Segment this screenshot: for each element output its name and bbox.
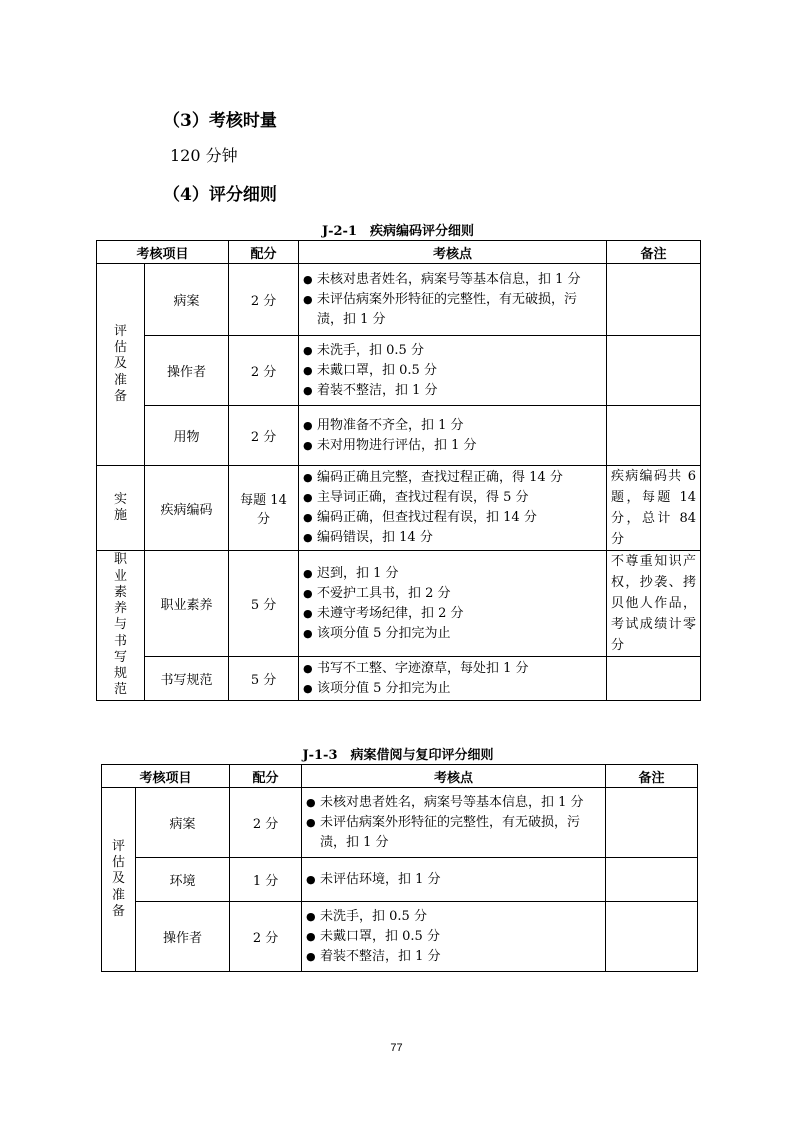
- row-score: 2 分: [229, 406, 299, 466]
- row-note: [606, 858, 698, 902]
- row-subitem: 病案: [145, 264, 229, 336]
- list-item: ● 书写不工整、字迹潦草，每处扣 1 分: [303, 659, 602, 679]
- row-points: [299, 336, 607, 406]
- row-points: [299, 466, 607, 551]
- row-points: [299, 551, 607, 657]
- row-score: 2 分: [230, 788, 302, 858]
- list-item: ● 编码正确且完整，查找过程正确，得 14 分: [303, 468, 602, 488]
- row-subitem: 操作者: [145, 336, 229, 406]
- list-item: ● 未评估病案外形特征的完整性，有无破损，污渍，扣 1 分: [303, 290, 602, 330]
- row-score: 2 分: [229, 264, 299, 336]
- row-subitem: 环境: [136, 858, 230, 902]
- list-item: ● 未遵守考场纪律，扣 2 分: [303, 604, 602, 624]
- table-row: [97, 466, 701, 551]
- group-label-prep: 评估及准备: [102, 788, 136, 972]
- table-row: [97, 657, 701, 701]
- table-row: [97, 406, 701, 466]
- group-label-impl: 实施: [97, 466, 145, 551]
- row-score: 2 分: [229, 336, 299, 406]
- list-item: ● 未核对患者姓名，病案号等基本信息，扣 1 分: [303, 270, 602, 290]
- row-subitem: 用物: [145, 406, 229, 466]
- row-points: [299, 657, 607, 701]
- table-row: [97, 551, 701, 657]
- header-item: 考核项目: [102, 765, 230, 788]
- row-points: [299, 264, 607, 336]
- list-item: ● 主导词正确，查找过程有误，得 5 分: [303, 488, 602, 508]
- header-score: 配分: [230, 765, 302, 788]
- list-item: ● 着装不整洁，扣 1 分: [306, 947, 601, 967]
- row-score: 1 分: [230, 858, 302, 902]
- row-note: 不尊重知识产权，抄袭、拷贝他人作品，考试成绩计零分: [607, 551, 701, 657]
- exam-duration-text: 120 分钟: [170, 146, 238, 165]
- row-points: [299, 406, 607, 466]
- list-item: ● 该项分值 5 分扣完为止: [303, 624, 602, 644]
- group-label-prep: 评估及准备: [97, 264, 145, 466]
- table2-caption: J-1-3 病案借阅与复印评分细则: [302, 748, 494, 763]
- list-item: ● 未洗手，扣 0.5 分: [306, 907, 601, 927]
- header-points: 考核点: [302, 765, 606, 788]
- row-note: 疾病编码共 6 题，每题 14 分，总计 84 分: [607, 466, 701, 551]
- section4-heading: （4）评分细则: [163, 185, 277, 205]
- table-row: [102, 902, 698, 972]
- page-number: 77: [390, 1042, 403, 1054]
- table-header-row: [102, 765, 698, 788]
- list-item: ● 编码错误，扣 14 分: [303, 528, 602, 548]
- list-item: ● 该项分值 5 分扣完为止: [303, 679, 602, 699]
- table-row: [97, 264, 701, 336]
- row-subitem: 书写规范: [145, 657, 229, 701]
- row-subitem: 职业素养: [145, 551, 229, 657]
- scoring-table-2: [101, 764, 698, 972]
- row-subitem: 疾病编码: [145, 466, 229, 551]
- row-note: [607, 406, 701, 466]
- row-subitem: 操作者: [136, 902, 230, 972]
- table-row: [97, 336, 701, 406]
- row-note: [607, 657, 701, 701]
- table-row: [102, 858, 698, 902]
- table1-caption: J-2-1 疾病编码评分细则: [321, 224, 475, 239]
- row-score: 5 分: [229, 657, 299, 701]
- group-label-prof: 职业素养与书写规范: [97, 551, 145, 701]
- header-note: 备注: [607, 241, 701, 264]
- row-score: 每题 14 分: [229, 466, 299, 551]
- row-note: [607, 336, 701, 406]
- list-item: ● 未评估环境，扣 1 分: [306, 870, 601, 890]
- table-row: [102, 788, 698, 858]
- header-note: 备注: [606, 765, 698, 788]
- list-item: ● 未戴口罩，扣 0.5 分: [303, 361, 602, 381]
- row-score: 5 分: [229, 551, 299, 657]
- header-item: 考核项目: [97, 241, 229, 264]
- list-item: ● 编码正确，但查找过程有误，扣 14 分: [303, 508, 602, 528]
- list-item: ● 未戴口罩，扣 0.5 分: [306, 927, 601, 947]
- scoring-table-1: [96, 240, 701, 701]
- row-note: [606, 902, 698, 972]
- list-item: ● 不爱护工具书，扣 2 分: [303, 584, 602, 604]
- list-item: ● 未洗手，扣 0.5 分: [303, 341, 602, 361]
- row-score: 2 分: [230, 902, 302, 972]
- row-note: [607, 264, 701, 336]
- row-note: [606, 788, 698, 858]
- header-score: 配分: [229, 241, 299, 264]
- row-points: [302, 788, 606, 858]
- list-item: ● 未评估病案外形特征的完整性，有无破损，污渍，扣 1 分: [306, 813, 601, 853]
- row-points: [302, 858, 606, 902]
- list-item: ● 用物准备不齐全，扣 1 分: [303, 416, 602, 436]
- row-points: [302, 902, 606, 972]
- header-points: 考核点: [299, 241, 607, 264]
- list-item: ● 未核对患者姓名，病案号等基本信息，扣 1 分: [306, 793, 601, 813]
- list-item: ● 迟到，扣 1 分: [303, 564, 602, 584]
- table-header-row: [97, 241, 701, 264]
- row-subitem: 病案: [136, 788, 230, 858]
- list-item: ● 未对用物进行评估，扣 1 分: [303, 436, 602, 456]
- list-item: ● 着装不整洁，扣 1 分: [303, 381, 602, 401]
- section3-heading: （3）考核时量: [163, 111, 277, 131]
